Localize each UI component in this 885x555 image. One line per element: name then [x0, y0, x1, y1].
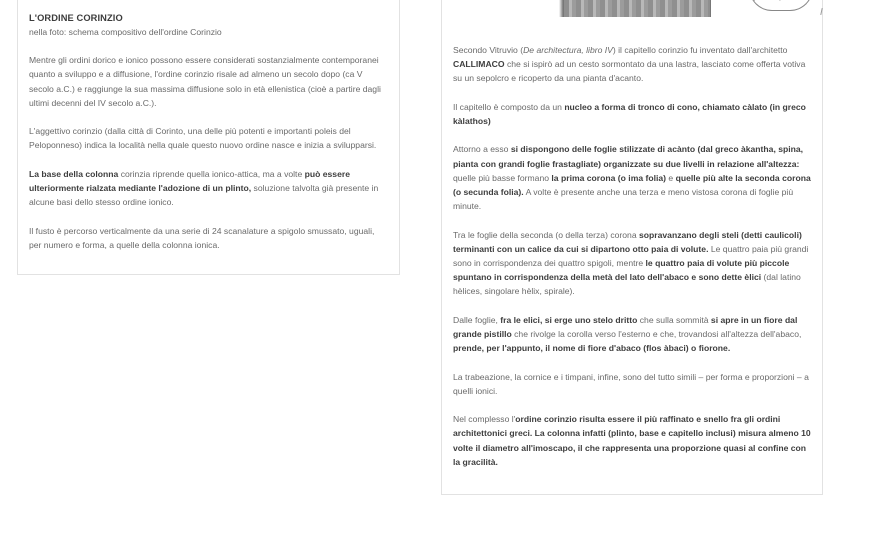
text: Tra le foglie della seconda (o della terza) corona — [453, 229, 639, 240]
text: che rivolge la corolla verso l'esterno e che, trovandosi all'altezza dell'abaco, — [511, 329, 802, 339]
text: quelle più basse formano — [453, 172, 552, 183]
column-shaft-image — [563, 0, 711, 17]
capital-figure — [453, 0, 812, 43]
text: che sulla sommità — [637, 314, 711, 325]
bold-text: si dispongono delle foglie stilizzate di acànto (dal greco àkantha, spina, pianta con grandi foglie frastagliate) organizzate su due livelli in relazione all'altezza: — [453, 144, 804, 169]
torus-sketch — [749, 0, 813, 11]
text: A volte è presente anche una terza e meno vistosa corona di foglie più minute. — [453, 187, 794, 212]
section-title: L'ORDINE CORINZIO — [29, 13, 123, 23]
paragraph-origin: Mentre gli ordini dorico e ionico possono essere considerati sostanzialmente contemporanei quanto a sviluppo e a diffusione, l'ordine corinzio risale ad almeno un secolo dopo (ca V secolo a.C.) e raggiunge la sua massima diffusione solo in età ellenistica (cioè a partire dagli ultimi decenni del IV secolo a.C.). — [29, 55, 381, 108]
bold-text: le quattro paia di volute più piccole spuntano in corrispondenza della metà del lato dell'abaco e sono dette èlici — [453, 258, 790, 283]
bold-text: la prima corona (o ima folia) — [551, 172, 667, 183]
text: Le quattro paia più grandi sono in corrispondenza dei quattro spigoli, mentre — [453, 243, 809, 268]
bold-text: ordine corinzio risulta essere il più raffinato e snello fra gli ordini architettonici greci. La colonna infatti (plinto, base e capitello inclusi) misura almeno 10 volte il diametro all'imoscapo, il che rappresenta una proporzione quasi al confine con la gracilità. — [453, 414, 811, 467]
bold-text: prende, per l'appunto, il nome di fiore d'abaco (flos àbaci) o fiorone. — [453, 343, 731, 354]
text: corinzia riprende quella ionico-attica, ma a volte — [118, 168, 305, 179]
text: Attorno a esso — [453, 144, 511, 155]
text: Secondo Vitruvio ( — [453, 45, 524, 55]
text: Il capitello è composto da un — [453, 101, 565, 112]
text: soluzione talvolta già presente in alcune basi dello stesso ordine ionico. — [29, 182, 379, 208]
bold-text: La base della colonna — [29, 168, 119, 179]
figure-label — [753, 0, 783, 1]
paragraph-acanthus — [453, 142, 812, 213]
paragraph-fiorone — [453, 313, 812, 356]
bold-text: CALLIMACO — [453, 59, 505, 70]
paragraph-volutes — [453, 228, 812, 299]
text: (dal latino hèlices, singolare hèlix, spirale). — [453, 272, 801, 297]
paragraph-trabeation: La trabeazione, la cornice e i timpani, infine, sono del tutto simili – per forma e proporzioni – a quelli ionici. — [453, 371, 809, 396]
paragraph-name: L'aggettivo corinzio (dalla città di Corinto, una delle più potenti e importanti poleis del Peloponneso) indica la località nella quale questo nuovo ordine nasce e inizia a svilupparsi. — [29, 126, 377, 151]
text: Nel complesso l' — [453, 414, 516, 425]
bold-text: fra le elici, si erge uno stelo dritto — [500, 314, 638, 325]
paragraph-calato — [453, 100, 812, 128]
bold-text: nucleo a forma di tronco di cono, chiamato càlato (in greco kàlathos) — [453, 101, 806, 126]
photo-caption: nella foto: schema compositivo dell'ordine Corinzio — [29, 27, 222, 37]
bold-text: quelle più alte la seconda corona (o secunda folia). — [453, 172, 811, 197]
text: ) il capitello corinzio fu inventato dall'architetto — [612, 45, 788, 55]
bold-text: può essere ulteriormente rialzata mediante l'adozione di un plinto, — [29, 168, 350, 193]
bold-text: sopravanzano degli steli (detti caulicoli) terminanti con un calice da cui si dipartono otto paia di volute. — [453, 229, 802, 254]
text: Dalle foglie, — [453, 314, 501, 325]
paragraph-summary — [453, 412, 812, 469]
paragraph-vitruvius — [453, 43, 812, 86]
bold-text: si apre in un fiore dal grande pistillo — [453, 314, 798, 339]
figure-tick — [820, 8, 822, 15]
italic-text: De architectura, libro IV — [523, 45, 613, 55]
paragraph-base — [29, 167, 389, 210]
left-article-card — [17, 0, 400, 275]
paragraph-shaft: Il fusto è percorso verticalmente da una serie di 24 scanalature a spigolo smussato, uguali, per numero e forma, a quelle della colonna ionica. — [29, 225, 375, 250]
text: che si ispirò ad un cesto sormontato da una lastra, lasciato come offerta votiva su un sepolcro e ricoperto da una pianta d'acanto. — [453, 59, 806, 84]
right-article-card — [441, 0, 823, 495]
text: e — [666, 172, 676, 183]
